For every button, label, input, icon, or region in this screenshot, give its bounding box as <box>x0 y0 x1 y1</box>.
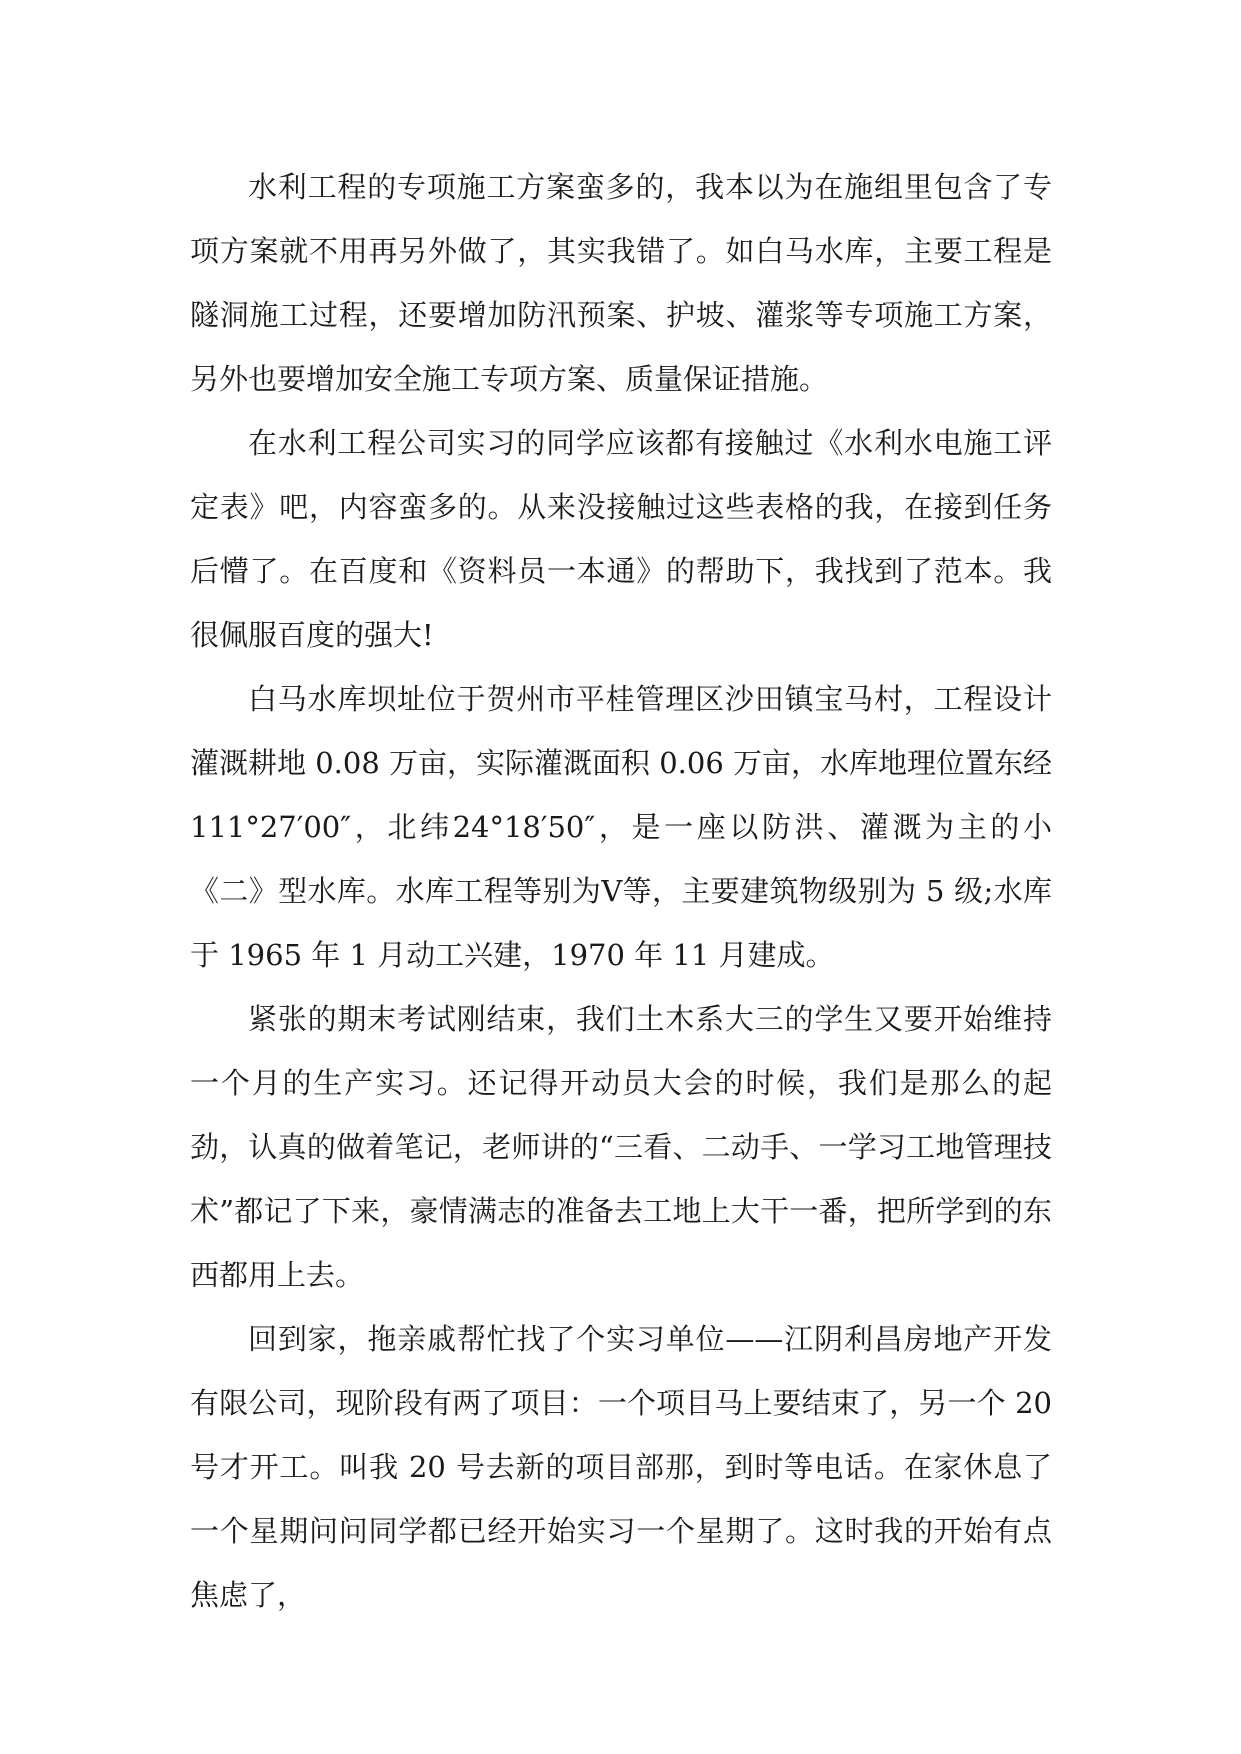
paragraph-5: 回到家，拖亲戚帮忙找了个实习单位——江阴利昌房地产开发有限公司，现阶段有两了项目：一个项目马上要结束了，另一个 20 号才开工。叫我 20 号去新的项目部那，到时等电话。在家休息了一个星期问问同学都已经开始实习一个星期了。这时我的开始有点焦虑了， <box>190 1322 1052 1612</box>
paragraph-3: 白马水库坝址位于贺州市平桂管理区沙田镇宝马村，工程设计灌溉耕地 0.08 万亩，实际灌溉面积 0.06 万亩，水库地理位置东经111°27′00″，北纬24°18′50″，是一座以防洪、灌溉为主的小《二》型水库。水库工程等别为Ⅴ等，主要建筑物级别为 5 级;水库于 1965 年 1 月动工兴建，1970 年 11 月建成。 <box>190 682 1053 972</box>
paragraph-4: 紧张的期末考试刚结束，我们土木系大三的学生又要开始维持一个月的生产实习。还记得开动员大会的时候，我们是那么的起劲，认真的做着笔记，老师讲的“三看、二动手、一学习工地管理技术”都记了下来，豪情满志的准备去工地上大干一番，把所学到的东西都用上去。 <box>190 1002 1052 1292</box>
paragraph-1: 水利工程的专项施工方案蛮多的，我本以为在施组里包含了专项方案就不用再另外做了，其实我错了。如白马水库，主要工程是隧洞施工过程，还要增加防汛预案、护坡、灌浆等专项施工方案，另外也要增加安全施工专项方案、质量保证措施。 <box>190 170 1052 396</box>
paragraph-2: 在水利工程公司实习的同学应该都有接触过《水利水电施工评定表》吧，内容蛮多的。从来没接触过这些表格的我，在接到任务后懵了。在百度和《资料员一本通》的帮助下，我找到了范本。我很佩服百度的强大! <box>190 426 1052 652</box>
document-body <box>190 155 1052 1627</box>
